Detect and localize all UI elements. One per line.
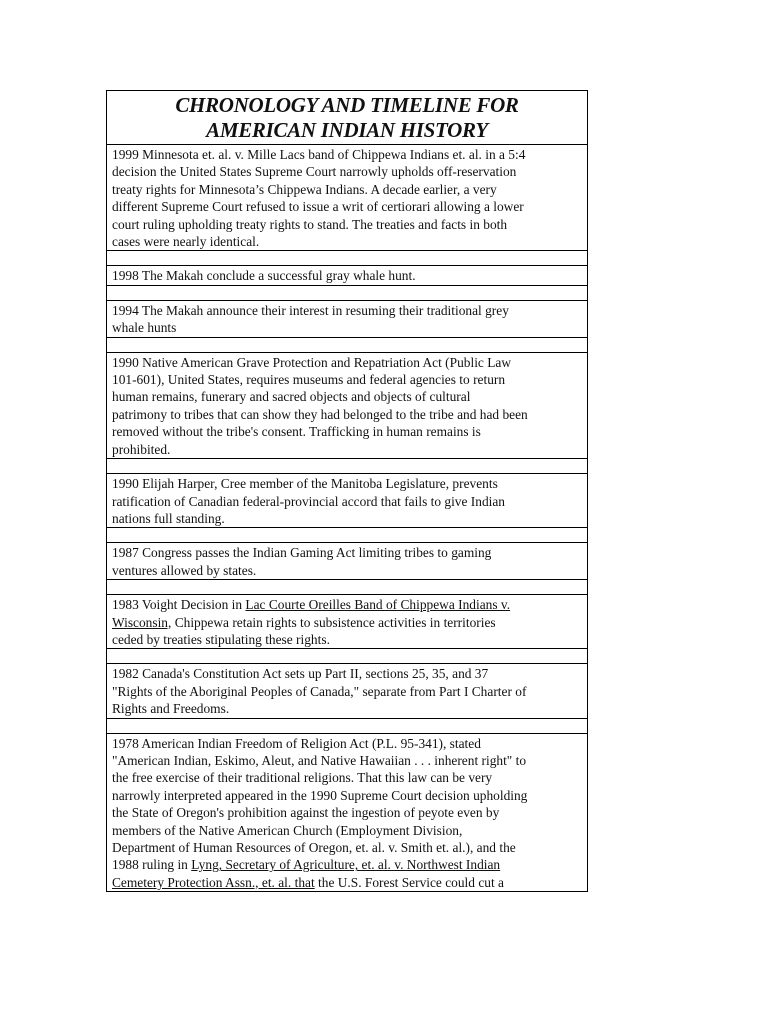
entry-line: patrimony to tribes that can show they had belonged to the tribe and had been xyxy=(112,406,528,422)
entry-line: 1994 The Makah announce their interest in resuming their traditional grey xyxy=(112,302,509,318)
entry-line: narrowly interpreted appeared in the 1990 Supreme Court decision upholding xyxy=(112,787,528,803)
entry-line: 1987 Congress passes the Indian Gaming Act limiting tribes to gaming xyxy=(112,545,492,561)
entry-line: treaty rights for Minnesota’s Chippewa Indians. A decade earlier, a very xyxy=(112,181,497,197)
spacer-row xyxy=(107,286,587,301)
entry-line: ventures allowed by states. xyxy=(112,562,257,578)
entry-line: cases were nearly identical. xyxy=(112,234,260,250)
entry-line: "American Indian, Eskimo, Aleut, and Native Hawaiian . . . inherent right" to xyxy=(112,752,527,768)
spacer-row xyxy=(107,251,587,266)
case-citation: Cemetery Protection Assn., et. al. that xyxy=(112,874,315,890)
entry-line: nations full standing. xyxy=(112,510,225,526)
entry-line xyxy=(112,614,583,631)
entry-1990-elijah-harper xyxy=(107,474,587,528)
entry-line: 1999 Minnesota et. al. v. Mille Lacs band of Chippewa Indians et. al. in a 5:4 xyxy=(112,147,526,162)
entry-line xyxy=(112,874,583,891)
entry-line: prohibited. xyxy=(112,441,171,457)
entry-line: different Supreme Court refused to issue a writ of certiorari allowing a lower xyxy=(112,199,524,215)
chronology-table xyxy=(106,90,588,892)
entry-line: 1982 Canada's Constitution Act sets up Part II, sections 25, 35, and 37 xyxy=(112,666,489,682)
entry-text: 1983 Voight Decision in xyxy=(112,597,246,613)
entry-line: decision the United States Supreme Court narrowly upholds off-reservation xyxy=(112,164,517,180)
entry-line xyxy=(112,596,583,613)
spacer-row xyxy=(107,338,587,353)
entry-1978-freedom-of-religion xyxy=(107,734,587,893)
case-citation: Lyng, Secretary of Agriculture, et. al. v. Northwest Indian xyxy=(191,857,501,873)
entry-line: 1990 Elijah Harper, Cree member of the Manitoba Legislature, prevents xyxy=(112,476,498,492)
entry-line: human remains, funerary and sacred objects and objects of cultural xyxy=(112,389,471,405)
entry-line: "Rights of the Aboriginal Peoples of Canada," separate from Part I Charter of xyxy=(112,683,527,699)
spacer-row xyxy=(107,649,587,664)
entry-line: members of the Native American Church (Employment Division, xyxy=(112,822,463,838)
entry-line: whale hunts xyxy=(112,320,177,336)
title-line-2: AMERICAN INDIAN HISTORY xyxy=(206,118,488,142)
entry-line: 1998 The Makah conclude a successful gray whale hunt. xyxy=(112,268,416,284)
document-title xyxy=(107,91,587,145)
entry-text: 1988 ruling in xyxy=(112,857,192,873)
case-citation: Wisconsin, xyxy=(112,614,172,630)
spacer-row xyxy=(107,528,587,543)
entry-1998-makah-hunt xyxy=(107,266,587,285)
entry-line: 101-601), United States, requires museums and federal agencies to return xyxy=(112,372,506,388)
title-line-1: CHRONOLOGY AND TIMELINE FOR xyxy=(175,93,519,117)
entry-1983-voight-decision xyxy=(107,595,587,649)
entry-line: Rights and Freedoms. xyxy=(112,701,230,717)
case-citation: Lac Courte Oreilles Band of Chippewa Indians v. xyxy=(245,597,511,613)
entry-text: the U.S. Forest Service could cut a xyxy=(314,874,504,890)
entry-text: Chippewa retain rights to subsistence activities in territories xyxy=(171,614,496,630)
entry-line: ratification of Canadian federal-provincial accord that fails to give Indian xyxy=(112,493,505,509)
entry-line: ceded by treaties stipulating these rights. xyxy=(112,631,330,647)
entry-1987-gaming-act xyxy=(107,543,587,580)
entry-1982-constitution-act xyxy=(107,664,587,718)
entry-1990-nagpra xyxy=(107,353,587,459)
entry-line xyxy=(112,856,583,873)
entry-line: removed without the tribe's consent. Trafficking in human remains is xyxy=(112,424,481,440)
spacer-row xyxy=(107,580,587,595)
spacer-row xyxy=(107,459,587,474)
entry-line: the free exercise of their traditional religions. That this law can be very xyxy=(112,770,493,786)
entry-line: 1990 Native American Grave Protection and Repatriation Act (Public Law xyxy=(112,354,511,370)
spacer-row xyxy=(107,719,587,734)
entry-line: court ruling upholding treaty rights to stand. The treaties and facts in both xyxy=(112,216,508,232)
entry-line: 1978 American Indian Freedom of Religion Act (P.L. 95-341), stated xyxy=(112,735,481,751)
entry-1999-mille-lacs xyxy=(107,145,587,251)
entry-line: Department of Human Resources of Oregon, et. al. v. Smith et. al.), and the xyxy=(112,840,516,855)
entry-1994-makah-announce xyxy=(107,301,587,338)
entry-line: the State of Oregon's prohibition against the ingestion of peyote even by xyxy=(112,805,500,821)
